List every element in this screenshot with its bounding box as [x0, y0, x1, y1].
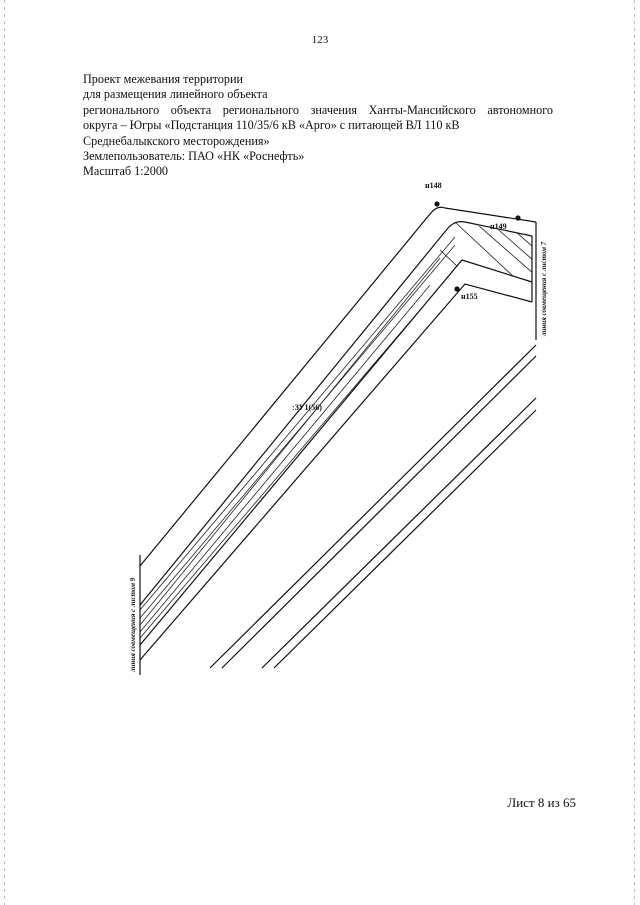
parcel-hatching [140, 218, 620, 638]
sheet-number: Лист 8 из 65 [507, 795, 576, 810]
point-n148-marker [434, 201, 439, 206]
header-line-3: регионального объекта регионального значения Ханты-Мансийского автономного [83, 102, 553, 117]
match-line-left-label: линия совмещения с листом 9 [129, 577, 137, 672]
match-line-right-label: линия совмещения с листом 7 [540, 241, 548, 336]
point-n155-marker [454, 286, 459, 291]
page-number: 123 [311, 34, 329, 46]
point-label-n155: н155 [461, 292, 478, 301]
header-line-6: Землепользователь: ПАО «НК «Роснефть» [83, 149, 305, 164]
header-line-1: Проект межевания территории [83, 72, 244, 86]
header-line-2: для размещения линейного объекта [83, 87, 268, 102]
header-line-4: округа – Югры «Подстанция 110/35/6 кВ «Арго» с питающей ВЛ 110 кВ [83, 118, 460, 133]
header-line-7: Масштаб 1:2000 [83, 164, 169, 179]
point-label-n148: н148 [425, 181, 442, 190]
point-label-n149: н149 [490, 222, 507, 231]
parcel-label: :ЗУ1(56) [292, 403, 322, 412]
point-n149-marker [515, 215, 520, 220]
outer-boundary-line [140, 207, 536, 566]
header-line-5: Среднебалыкского месторождения» [83, 133, 270, 148]
boundary-lines [140, 207, 536, 675]
